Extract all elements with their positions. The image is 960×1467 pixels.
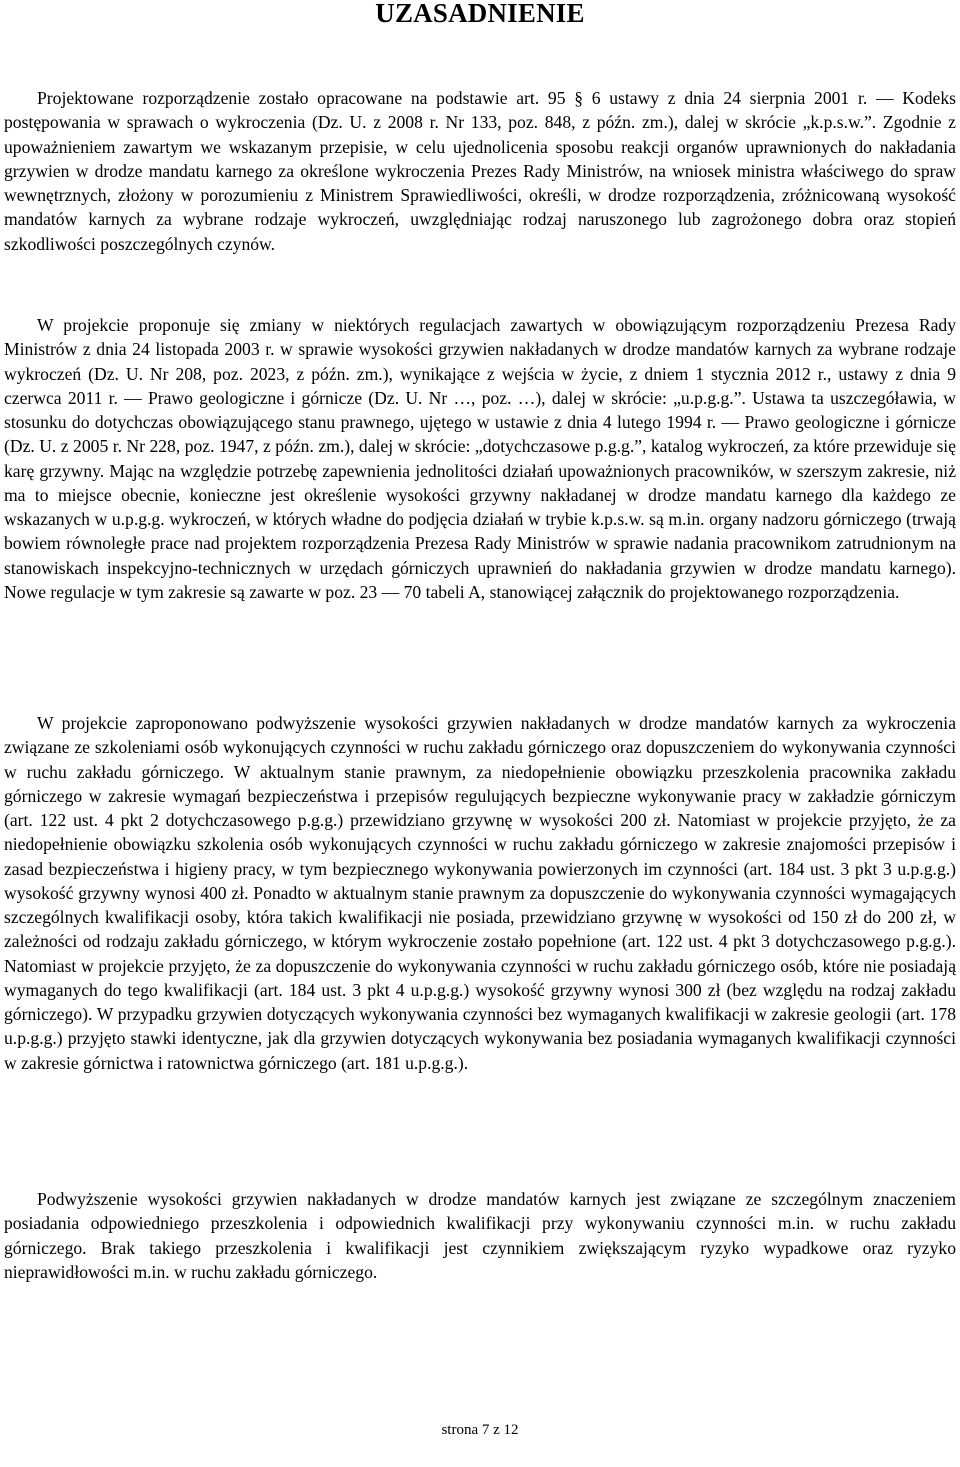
paragraph-text: W projekcie zaproponowano podwyższenie wysokości grzywien nakładanych w drodze mandatów karnych za wykroczenia związane ze szkoleniami osób wykonujących czynności w ruchu zakładu górniczego oraz dopuszczeniem do wykonywania czynności w ruchu zakładu górniczego. W aktualnym stanie prawnym, za niedopełnienie obowiązku przeszkolenia pracownika zakładu górniczego w zakresie wymagań bezpieczeństwa i przepisów regulujących bezpieczne wykonywanie pracy w zakładzie górniczym (art. 122 ust. 4 pkt 2 dotychczasowego p.g.g.) przewidziano grzywnę w wysokości 200 zł. Natomiast w projekcie przyjęto, że za niedopełnienie obowiązku szkolenia osób wykonujących czynności w ruchu zakładu górniczego w zakresie znajomości przepisów i zasad bezpieczeństwa i higieny pracy, w tym bezpiecznego wykonywania powierzonych im czynności (art. 184 ust. 3 pkt 3 u.p.g.g.) wysokość grzywny wynosi 400 zł. Ponadto w aktualnym stanie prawnym za dopuszczenie do wykonywania czynności wymagających szczególnych kwalifikacji osoby, która takich kwalifikacji nie posiada, przewidziano grzywnę w wysokości od 150 zł do 200 zł, w zależności od rodzaju zakładu górniczego, w którym wykroczenie zostało popełnione (art. 122 ust. 4 pkt 3 dotychczasowego p.g.g.). Natomiast w projekcie przyjęto, że za dopuszczenie do wykonywania czynności w ruchu zakładu górniczego osób, które nie posiadają wymaganych do tego kwalifikacji (art. 184 ust. 3 pkt 4 u.p.g.g.) wysokość grzywny wynosi 300 zł (bez względu na rodzaj zakładu górniczego). W przypadku grzywien dotyczących wykonywania czynności bez wymaganych kwalifikacji w zakresie geologii (art. 178 u.p.g.g.) przyjęto stawki identyczne, jak dla grzywien dotyczących wykonywania bez posiadania wymaganych kwalifikacji czynności w zakresie górnictwa i ratownictwa górniczego (art. 181 u.p.g.g.). bbox=[4, 713, 956, 1073]
paragraph-legal-basis bbox=[4, 86, 956, 256]
document-title: UZASADNIENIE bbox=[375, 0, 585, 28]
page-number-footer: strona 7 z 12 bbox=[441, 1422, 519, 1438]
paragraph-text: Projektowane rozporządzenie zostało opracowane na podstawie art. 95 § 6 ustawy z dnia 24 sierpnia 2001 r. — Kodeks postępowania w sprawach o wykroczenia (Dz. U. z 2008 r. Nr 133, poz. 848, z późn. zm.), dalej w skrócie „k.p.s.w.”. Zgodnie z upoważnieniem zawartym we wskazanym przepisie, w celu ujednolicenia sposobu reakcji organów uprawnionych do nakładania grzywien w drodze mandatu karnego za określone wykroczenia Prezes Rady Ministrów, na wniosek ministra właściwego do spraw wewnętrznych, złożony w porozumieniu z Ministrem Sprawiedliwości, określi, w drodze rozporządzenia, zróżnicowaną wysokość mandatów karnych za wybrane rodzaje wykroczeń, uwzględniając rodzaj naruszonego lub zagrożonego dobra oraz stopień szkodliwości poszczególnych czynów. bbox=[4, 88, 956, 254]
paragraph-text: Podwyższenie wysokości grzywien nakładanych w drodze mandatów karnych jest związane ze szczególnym znaczeniem posiadania odpowiedniego przeszkolenia i odpowiednich kwalifikacji przy wykonywaniu czynności m.in. w ruchu zakładu górniczego. Brak takiego przeszkolenia i kwalifikacji jest czynnikiem zwiększającym ryzyko wypadkowe oraz ryzyko nieprawidłowości m.in. w ruchu zakładu górniczego. bbox=[4, 1189, 956, 1282]
paragraph-justification bbox=[4, 1187, 956, 1284]
paragraph-fine-increase bbox=[4, 711, 956, 1075]
paragraph-text: W projekcie proponuje się zmiany w niektórych regulacjach zawartych w obowiązującym rozporządzeniu Prezesa Rady Ministrów z dnia 24 listopada 2003 r. w sprawie wysokości grzywien nakładanych w drodze mandatów karnych za wybrane rodzaje wykroczeń (Dz. U. Nr 208, poz. 2023, z późn. zm.), wynikające z wejścia w życie, z dniem 1 stycznia 2012 r., ustawy z dnia 9 czerwca 2011 r. — Prawo geologiczne i górnicze (Dz. U. Nr …, poz. …), dalej w skrócie: „u.p.g.g.”. Ustawa ta uszczegóławia, w stosunku do dotychczas obowiązującego stanu prawnego, ujętego w ustawie z dnia 4 lutego 1994 r. — Prawo geologiczne i górnicze (Dz. U. z 2005 r. Nr 228, poz. 1947, z późn. zm.), dalej w skrócie: „dotychczasowe p.g.g.”, katalog wykroczeń, za które przewiduje się karę grzywny. Mając na względzie potrzebę zapewnienia jednolitości działań upoważnionych pracowników, w szerszym zakresie, niż ma to miejsce obecnie, konieczne jest określenie wysokości grzywny nakładanej w drodze mandatu karnego dla każdego ze wskazanych w u.p.g.g. wykroczeń, w których władne do podjęcia działań w trybie k.p.s.w. są m.in. organy nadzoru górniczego (trwają bowiem równoległe prace nad projektem rozporządzenia Prezesa Rady Ministrów w sprawie nadania pracownikom zatrudnionym na stanowiskach inspekcyjno-technicznych w urzędach górniczych uprawnień do nakładania grzywien w drodze mandatu karnego). Nowe regulacje w tym zakresie są zawarte w poz. 23 — 70 tabeli A, stanowiącej załącznik do projektowanego rozporządzenia. bbox=[4, 315, 956, 602]
paragraph-proposed-changes bbox=[4, 313, 956, 604]
